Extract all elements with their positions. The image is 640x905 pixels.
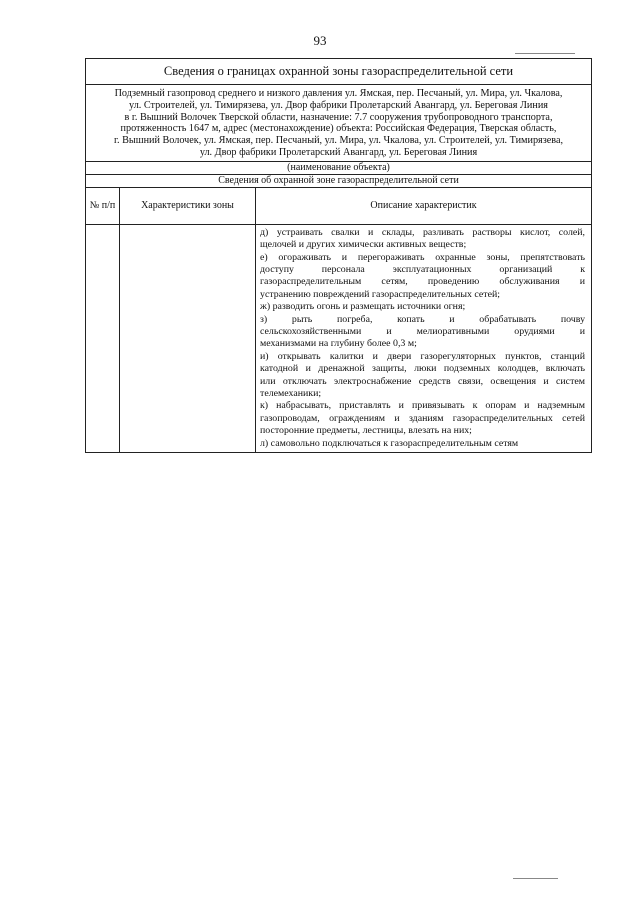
prohibition-line: устранению повреждений газораспределительных сетей;: [260, 288, 500, 300]
prohibition-line: л) самовольно подключаться к газораспределительным сетям: [260, 437, 519, 449]
prohibition-item-k: [260, 400, 585, 437]
prohibition-item-zh: [260, 301, 585, 313]
section-title: Сведения об охранной зоне газораспределительной сети: [86, 174, 592, 187]
prohibition-line: газораспределительным сетям, проведению обслуживания и: [260, 276, 586, 288]
prohibition-line: телемеханики;: [260, 388, 322, 400]
prohibition-line: сельскохозяйственными и мелиоративными орудиями и: [260, 326, 586, 338]
page-number: 93: [313, 33, 327, 48]
characteristics-cell: [120, 224, 256, 452]
object-caption: (наименование объекта): [86, 161, 592, 174]
prohibition-item-l: [260, 438, 585, 450]
object-description-line: протяженность 1647 м, адрес (местонахождение) объекта: Российская Федерация, Тверская область,: [120, 123, 557, 135]
object-description-line: Подземный газопровод среднего и низкого давления ул. Ямская, пер. Песчаный, ул. Мира, ул. Чкалова,: [114, 88, 563, 99]
prohibition-line: газопроводам, ограждениям и зданиям газораспределительных сетей: [260, 412, 586, 424]
prohibition-line: и) открывать калитки и двери газорегуляторных пунктов, станций: [260, 350, 586, 362]
column-header-number: № п/п: [86, 187, 120, 224]
prohibition-line: д) устраивать свалки и склады, разливать растворы кислот, солей,: [260, 226, 586, 238]
protection-zone-table: [85, 58, 592, 453]
prohibition-line: к) набрасывать, приставлять и привязывать к опорам и надземным: [260, 400, 586, 412]
prohibition-line: е) огораживать и перегораживать охранные зоны, препятствовать: [260, 251, 586, 263]
prohibition-item-z: [260, 314, 585, 351]
scan-mark: [513, 878, 558, 879]
prohibition-item-e: [260, 252, 585, 302]
object-description-line: в г. Вышний Волочек Тверской области, назначение: 7.7 сооружения трубопроводного транспорта,: [124, 111, 553, 123]
prohibition-item-i: [260, 351, 585, 401]
prohibition-item-d: [260, 227, 585, 252]
object-description-line: г. Вышний Волочек, ул. Ямская, пер. Песчаный, ул. Мира, ул. Чкалова, ул. Строителей, ул. Тимирязева,: [113, 135, 564, 147]
object-description-line: ул. Двор фабрики Пролетарский Авангард, ул. Береговая Линия: [199, 146, 478, 158]
description-cell: [256, 224, 592, 452]
scan-mark: [515, 53, 575, 54]
prohibition-line: посторонние предметы, лестницы, влезать на них;: [260, 425, 472, 437]
prohibition-line: механизмами на глубину более 0,3 м;: [260, 338, 417, 350]
object-description-line: ул. Строителей, ул. Тимирязева, ул. Двор фабрики Пролетарский Авангард, ул. Береговая Линия: [129, 99, 548, 111]
column-header-description: Описание характеристик: [256, 187, 592, 224]
column-header-characteristics: Характеристики зоны: [120, 187, 256, 224]
prohibition-line: з) рыть погреба, копать и обрабатывать почву: [260, 313, 586, 325]
prohibition-line: или отключать электроснабжение средств связи, освещения и систем: [260, 375, 586, 387]
prohibition-line: катодной и дренажной защиты, люки подземных колодцев, включать: [260, 363, 586, 375]
prohibition-line: доступу персонала эксплуатационных организаций к: [260, 264, 586, 275]
object-description: [86, 85, 592, 162]
number-cell: [86, 224, 120, 452]
prohibition-line: щелочей и других химически активных веществ;: [260, 239, 467, 251]
table-title: Сведения о границах охранной зоны газораспределительной сети: [86, 59, 592, 85]
prohibition-line: ж) разводить огонь и размещать источники огня;: [260, 301, 466, 313]
